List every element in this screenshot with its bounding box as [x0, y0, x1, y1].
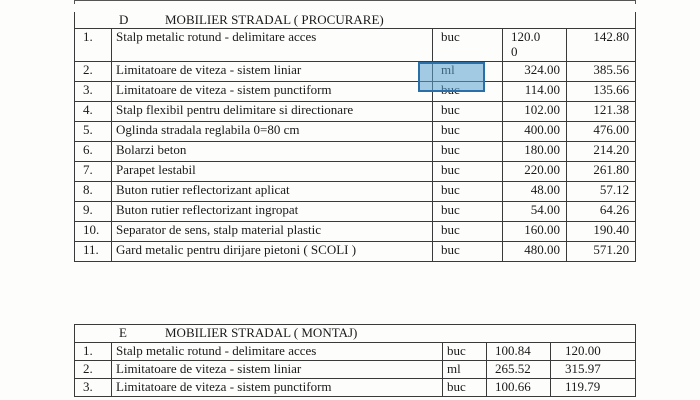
section-d-letter: D	[119, 12, 129, 27]
row-total: 119.79	[551, 379, 636, 397]
row-total: 476.00	[567, 122, 636, 142]
table-row	[75, 142, 636, 162]
row-unit: buc	[433, 29, 503, 62]
row-total: 385.56	[567, 62, 636, 82]
row-number: 8.	[75, 182, 112, 202]
row-description: Oglinda stradala reglabila 0=80 cm	[112, 122, 433, 142]
row-total: 261.80	[567, 162, 636, 182]
section-e-header	[75, 325, 636, 343]
row-total: 64.26	[567, 202, 636, 222]
row-quantity: 400.00	[503, 122, 567, 142]
row-quantity: 54.00	[503, 202, 567, 222]
row-total: 120.00	[551, 343, 636, 361]
row-unit: buc	[433, 102, 503, 122]
section-e-title: MOBILIER STRADAL ( MONTAJ)	[165, 325, 358, 340]
row-number: 2.	[75, 62, 112, 82]
row-unit: buc	[433, 202, 503, 222]
row-quantity	[503, 29, 567, 62]
row-number: 9.	[75, 202, 112, 222]
row-number: 6.	[75, 142, 112, 162]
row-number: 1.	[75, 29, 112, 62]
table-row	[75, 222, 636, 242]
row-unit: buc	[443, 379, 487, 397]
row-description: Stalp metalic rotund - delimitare acces	[112, 343, 443, 361]
row-description: Limitatoare de viteza - sistem punctiform	[112, 379, 443, 397]
table-row	[75, 379, 636, 397]
row-number: 3.	[75, 82, 112, 102]
row-description: Limitatoare de viteza - sistem punctiform	[112, 82, 433, 102]
row-unit: buc	[433, 162, 503, 182]
row-total: 190.40	[567, 222, 636, 242]
row-number: 3.	[75, 379, 112, 397]
previous-page-edge	[74, 0, 636, 4]
row-description: Buton rutier reflectorizant ingropat	[112, 202, 433, 222]
row-quantity: 324.00	[503, 62, 567, 82]
row-quantity: 265.52	[487, 361, 551, 379]
row-number: 4.	[75, 102, 112, 122]
row-unit: buc	[433, 222, 503, 242]
row-number: 11.	[75, 242, 112, 262]
row-unit: buc	[433, 242, 503, 262]
row-description: Limitatoare de viteza - sistem liniar	[112, 361, 443, 379]
table-row	[75, 361, 636, 379]
section-d-header	[75, 12, 636, 29]
row-description: Limitatoare de viteza - sistem liniar	[112, 62, 433, 82]
table-row	[75, 182, 636, 202]
row-quantity: 160.00	[503, 222, 567, 242]
row-unit: buc	[433, 182, 503, 202]
selection-highlight-box[interactable]	[418, 62, 485, 92]
table-row	[75, 62, 636, 82]
table-row	[75, 343, 636, 361]
row-description: Stalp metalic rotund - delimitare acces	[112, 29, 433, 62]
row-total: 315.97	[551, 361, 636, 379]
table-row	[75, 162, 636, 182]
row-number: 10.	[75, 222, 112, 242]
row-quantity: 48.00	[503, 182, 567, 202]
row-number: 2.	[75, 361, 112, 379]
row-description: Separator de sens, stalp material plastic	[112, 222, 433, 242]
table-row	[75, 242, 636, 262]
row-total: 571.20	[567, 242, 636, 262]
table-row	[75, 82, 636, 102]
row-total: 142.80	[567, 29, 636, 62]
row-description: Parapet lestabil	[112, 162, 433, 182]
row-total: 57.12	[567, 182, 636, 202]
row-quantity: 220.00	[503, 162, 567, 182]
row-quantity: 102.00	[503, 102, 567, 122]
row-unit: buc	[433, 142, 503, 162]
row-description: Buton rutier reflectorizant aplicat	[112, 182, 433, 202]
table-row	[75, 202, 636, 222]
row-quantity: 100.84	[487, 343, 551, 361]
row-number: 5.	[75, 122, 112, 142]
table-row	[75, 102, 636, 122]
row-quantity-line1: 120.0	[511, 29, 541, 44]
table-row	[75, 122, 636, 142]
row-quantity: 100.66	[487, 379, 551, 397]
section-e-table	[74, 324, 636, 397]
row-unit: ml	[443, 361, 487, 379]
section-d-title: MOBILIER STRADAL ( PROCURARE)	[165, 12, 384, 27]
row-total: 135.66	[567, 82, 636, 102]
row-unit: buc	[433, 122, 503, 142]
row-description: Gard metalic pentru dirijare pietoni ( SCOLI )	[112, 242, 433, 262]
row-unit: buc	[443, 343, 487, 361]
row-quantity: 114.00	[503, 82, 567, 102]
row-quantity-line2: 0	[511, 44, 518, 59]
row-number: 7.	[75, 162, 112, 182]
row-number: 1.	[75, 343, 112, 361]
row-quantity: 180.00	[503, 142, 567, 162]
row-total: 214.20	[567, 142, 636, 162]
row-description: Bolarzi beton	[112, 142, 433, 162]
section-e-letter: E	[119, 325, 127, 340]
row-total: 121.38	[567, 102, 636, 122]
row-quantity: 480.00	[503, 242, 567, 262]
table-row	[75, 29, 636, 62]
row-description: Stalp flexibil pentru delimitare si directionare	[112, 102, 433, 122]
section-d-table	[74, 12, 636, 262]
